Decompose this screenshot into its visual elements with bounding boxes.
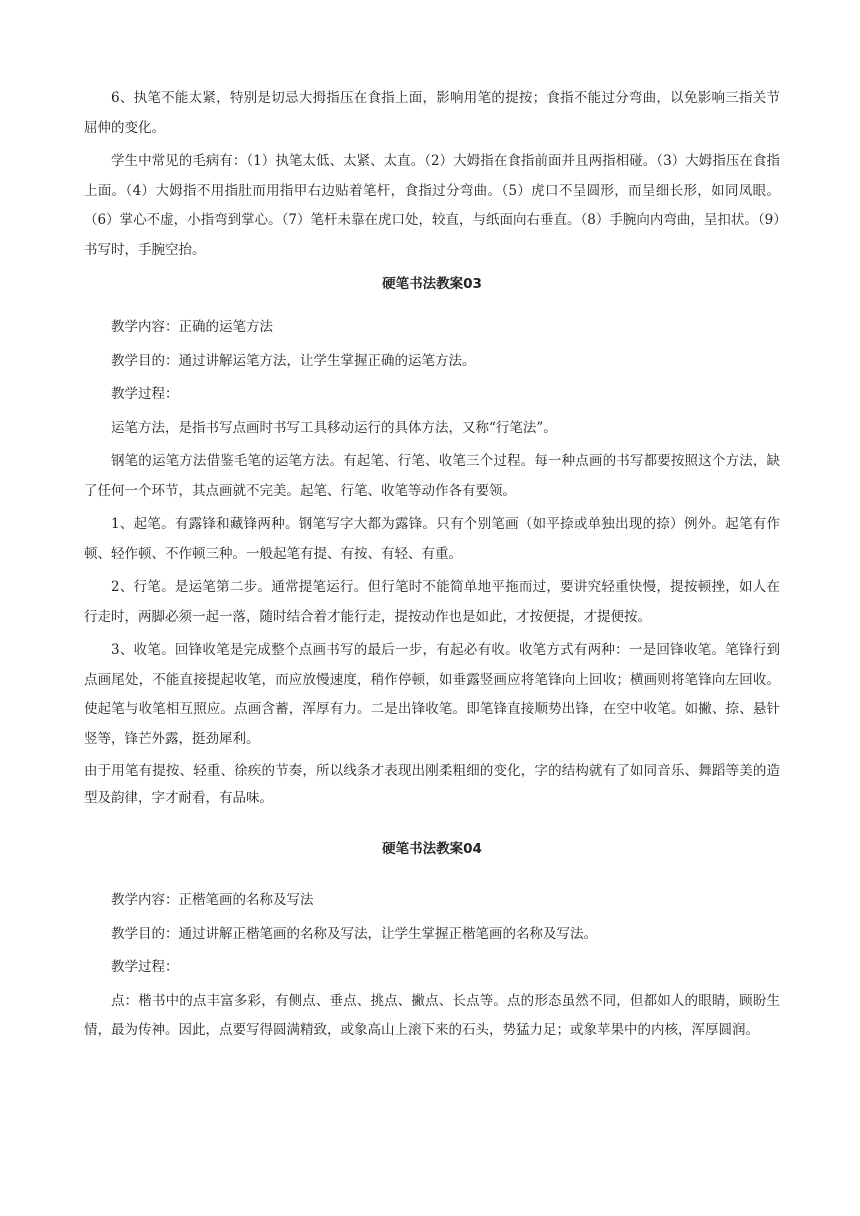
paragraph: 教学过程： [111,959,179,975]
paragraph: 教学内容：正确的运笔方法 [111,319,273,335]
section-title: 硬笔书法教案03 [382,276,482,292]
paragraph: 3、收笔。回锋收笔是完成整个点画书写的最后一步，有起必有收。收笔方式有两种：一是回锋收笔。笔锋行到点画尾处，不能直接提起收笔，而应放慢速度，稍作停顿，如垂露竖画应将笔锋向上回收；横画则将笔锋向左回收。使起笔与收笔相互照应。点画含蓄，浑厚有力。二是出锋收笔。即笔锋直接顺势出锋，在空中收笔。如撇、捺、悬针竖等，锋芒外露，挺劲犀利。 [84,642,780,747]
section-title: 硬笔书法教案04 [382,841,482,857]
paragraph: 2、行笔。是运笔第二步。通常提笔运行。但行笔时不能简单地平拖而过，要讲究轻重快慢，提按顿挫，如人在行走时，两脚必须一起一落，随时结合着才能行走，提按动作也是如此，才按便提，才提便按。 [84,579,780,625]
paragraph: 教学内容：正楷笔画的名称及写法 [111,892,314,908]
document-page [84,84,780,1050]
paragraph: 6、执笔不能太紧，特别是切忌大拇指压在食指上面，影响用笔的提按；食指不能过分弯曲，以免影响三指关节屈伸的变化。 [84,90,780,136]
paragraph: 教学过程： [111,386,179,402]
paragraph: 教学目的：通过讲解正楷笔画的名称及写法，让学生掌握正楷笔画的名称及写法。 [111,925,597,942]
paragraph: 教学目的：通过讲解运笔方法，让学生掌握正确的运笔方法。 [111,352,476,369]
paragraph: 1、起笔。有露锋和藏锋两种。钢笔写字大都为露锋。只有个别笔画（如平捺或单独出现的捺）例外。起笔有作顿、轻作顿、不作顿三种。一般起笔有提、有按、有轻、有重。 [84,516,780,562]
paragraph: 学生中常见的毛病有：（1）执笔太低、太紧、太直。（2）大姆指在食指前面并且两指相碰。（3）大姆指压在食指上面。（4）大姆指不用指肚而用指甲右边贴着笔杆，食指过分弯曲。（5）虎口不呈圆形，而呈细长形，如同凤眼。（6）掌心不虚，小指弯到掌心。（7）笔杆未靠在虎口处，较直，与纸面向右垂直。（8）手腕向内弯曲，呈扣状。（9）书写时，手腕空抬。 [84,153,780,258]
paragraph: 钢笔的运笔方法借鉴毛笔的运笔方法。有起笔、行笔、收笔三个过程。每一种点画的书写都要按照这个方法，缺了任何一个环节，其点画就不完美。起笔、行笔、收笔等动作各有要领。 [84,453,780,499]
paragraph: 运笔方法，是指书写点画时书写工具移动运行的具体方法，又称“行笔法”。 [111,419,557,436]
paragraph: 由于用笔有提按、轻重、徐疾的节奏，所以线条才表现出刚柔粗细的变化，字的结构就有了如同音乐、舞蹈等美的造型及韵律，字才耐看，有品味。 [84,763,780,806]
paragraph: 点：楷书中的点丰富多彩，有侧点、垂点、挑点、撇点、长点等。点的形态虽然不同，但都如人的眼睛，顾盼生情，最为传神。因此，点要写得圆满精致，或象高山上滚下来的石头，势猛力足；或象苹果中的内核，浑厚圆润。 [84,992,780,1038]
